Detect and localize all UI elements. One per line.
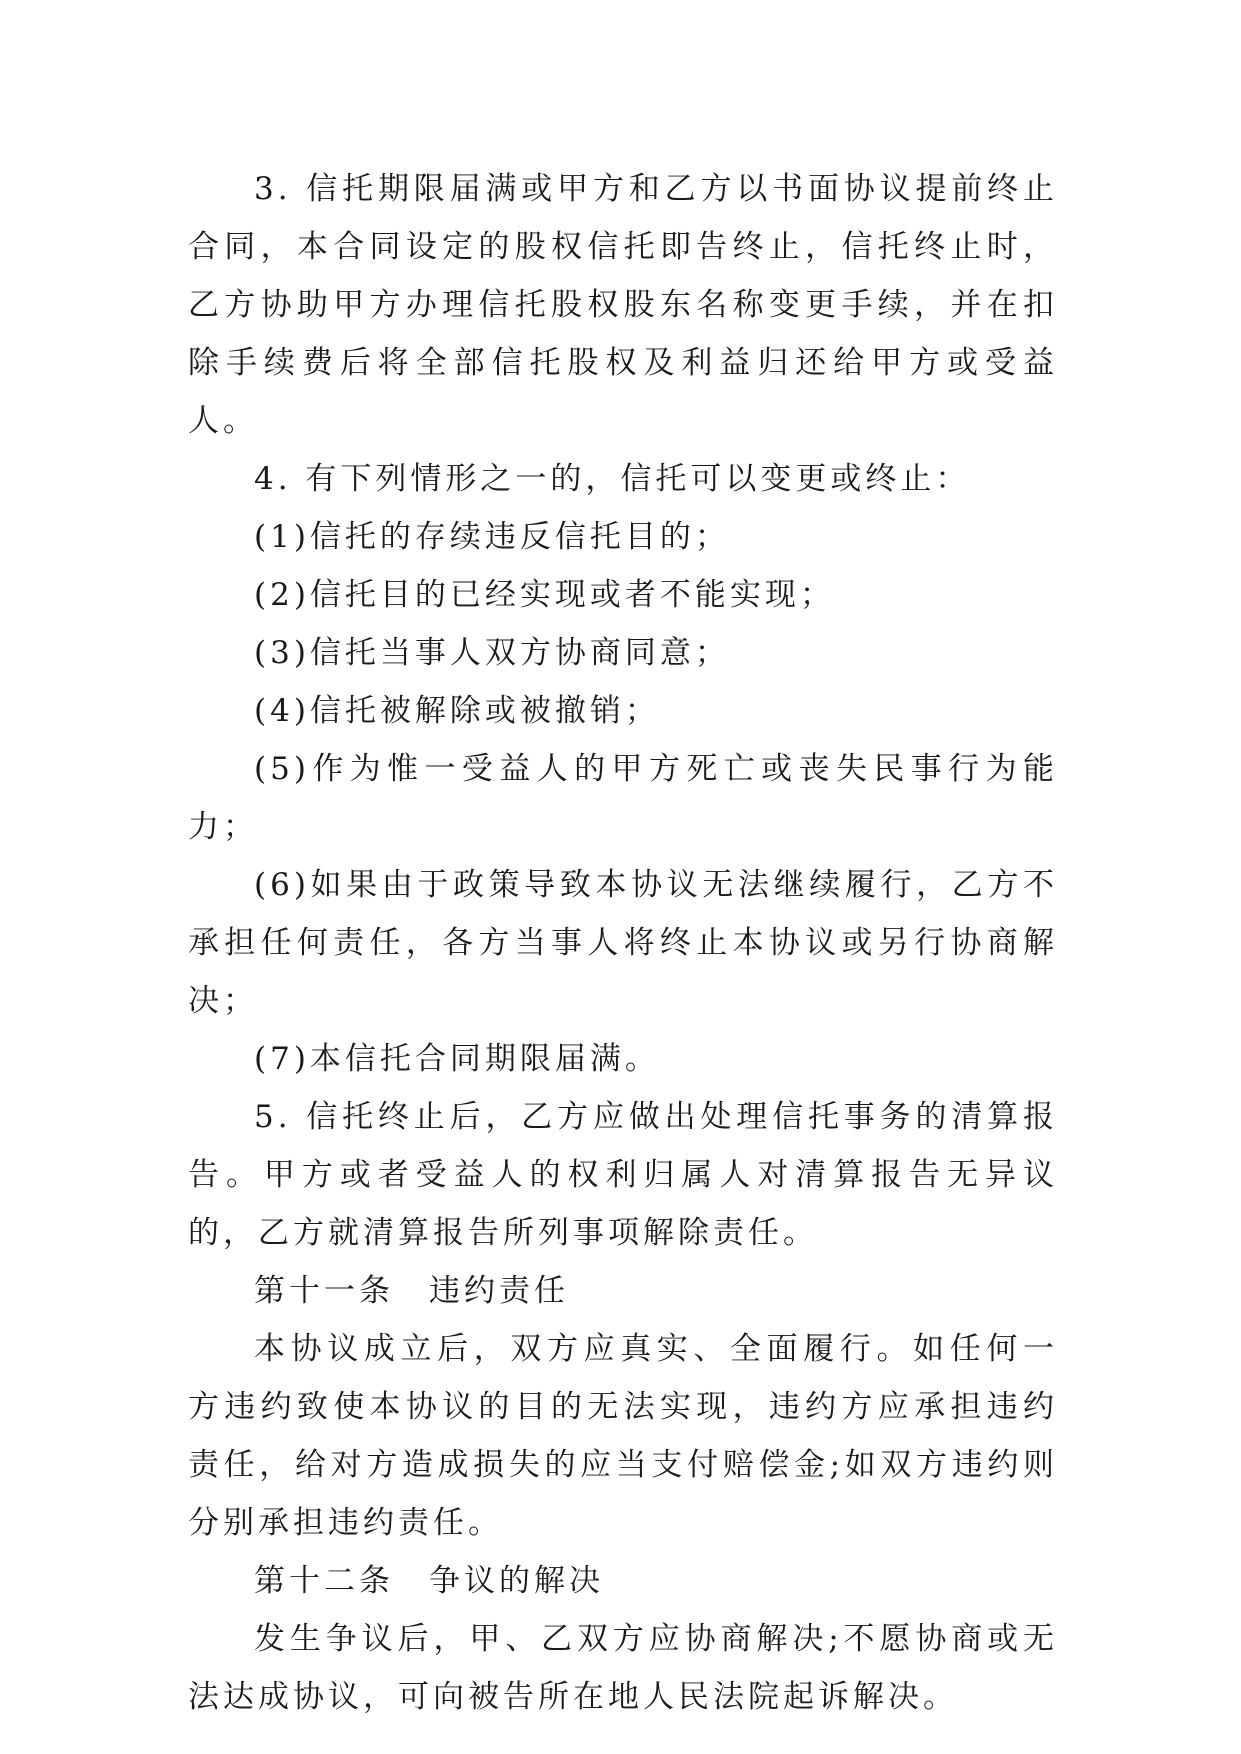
article-12-heading: 第十二条 争议的解决 bbox=[254, 1563, 604, 1599]
list-item-2: (2)信托目的已经实现或者不能实现； bbox=[254, 577, 835, 613]
list-item-1: (1)信托的存续违反信托目的； bbox=[254, 519, 730, 555]
article-11-heading: 第十一条 违约责任 bbox=[254, 1273, 569, 1309]
list-item-4: (4)信托被解除或被撤销； bbox=[254, 693, 660, 729]
list-item-6: (6)如果由于政策导致本协议无法继续履行，乙方不承担任何责任，各方当事人将终止本协议或另行协商解决； bbox=[188, 867, 1058, 1019]
document-body bbox=[188, 160, 1058, 1726]
clause-4-change-or-termination: 4. 有下列情形之一的，信托可以变更或终止： bbox=[254, 461, 971, 497]
clause-5-settlement-report: 5. 信托终止后，乙方应做出处理信托事务的清算报告。甲方或者受益人的权利归属人对清算报告无异议的，乙方就清算报告所列事项解除责任。 bbox=[188, 1099, 1058, 1251]
article-12-body: 发生争议后，甲、乙双方应协商解决;不愿协商或无法达成协议，可向被告所在地人民法院起诉解决。 bbox=[188, 1621, 1058, 1715]
list-item-5: (5)作为惟一受益人的甲方死亡或丧失民事行为能力； bbox=[188, 751, 1058, 845]
article-11-body: 本协议成立后，双方应真实、全面履行。如任何一方违约致使本协议的目的无法实现，违约方应承担违约责任，给对方造成损失的应当支付赔偿金;如双方违约则分别承担违约责任。 bbox=[188, 1331, 1058, 1541]
clause-3-termination: 3. 信托期限届满或甲方和乙方以书面协议提前终止合同，本合同设定的股权信托即告终止，信托终止时，乙方协助甲方办理信托股权股东名称变更手续，并在扣除手续费后将全部信托股权及利益归还给甲方或受益人。 bbox=[188, 171, 1058, 439]
list-item-7: (7)本信托合同期限届满。 bbox=[254, 1041, 660, 1077]
list-item-3: (3)信托当事人双方协商同意； bbox=[254, 635, 730, 671]
